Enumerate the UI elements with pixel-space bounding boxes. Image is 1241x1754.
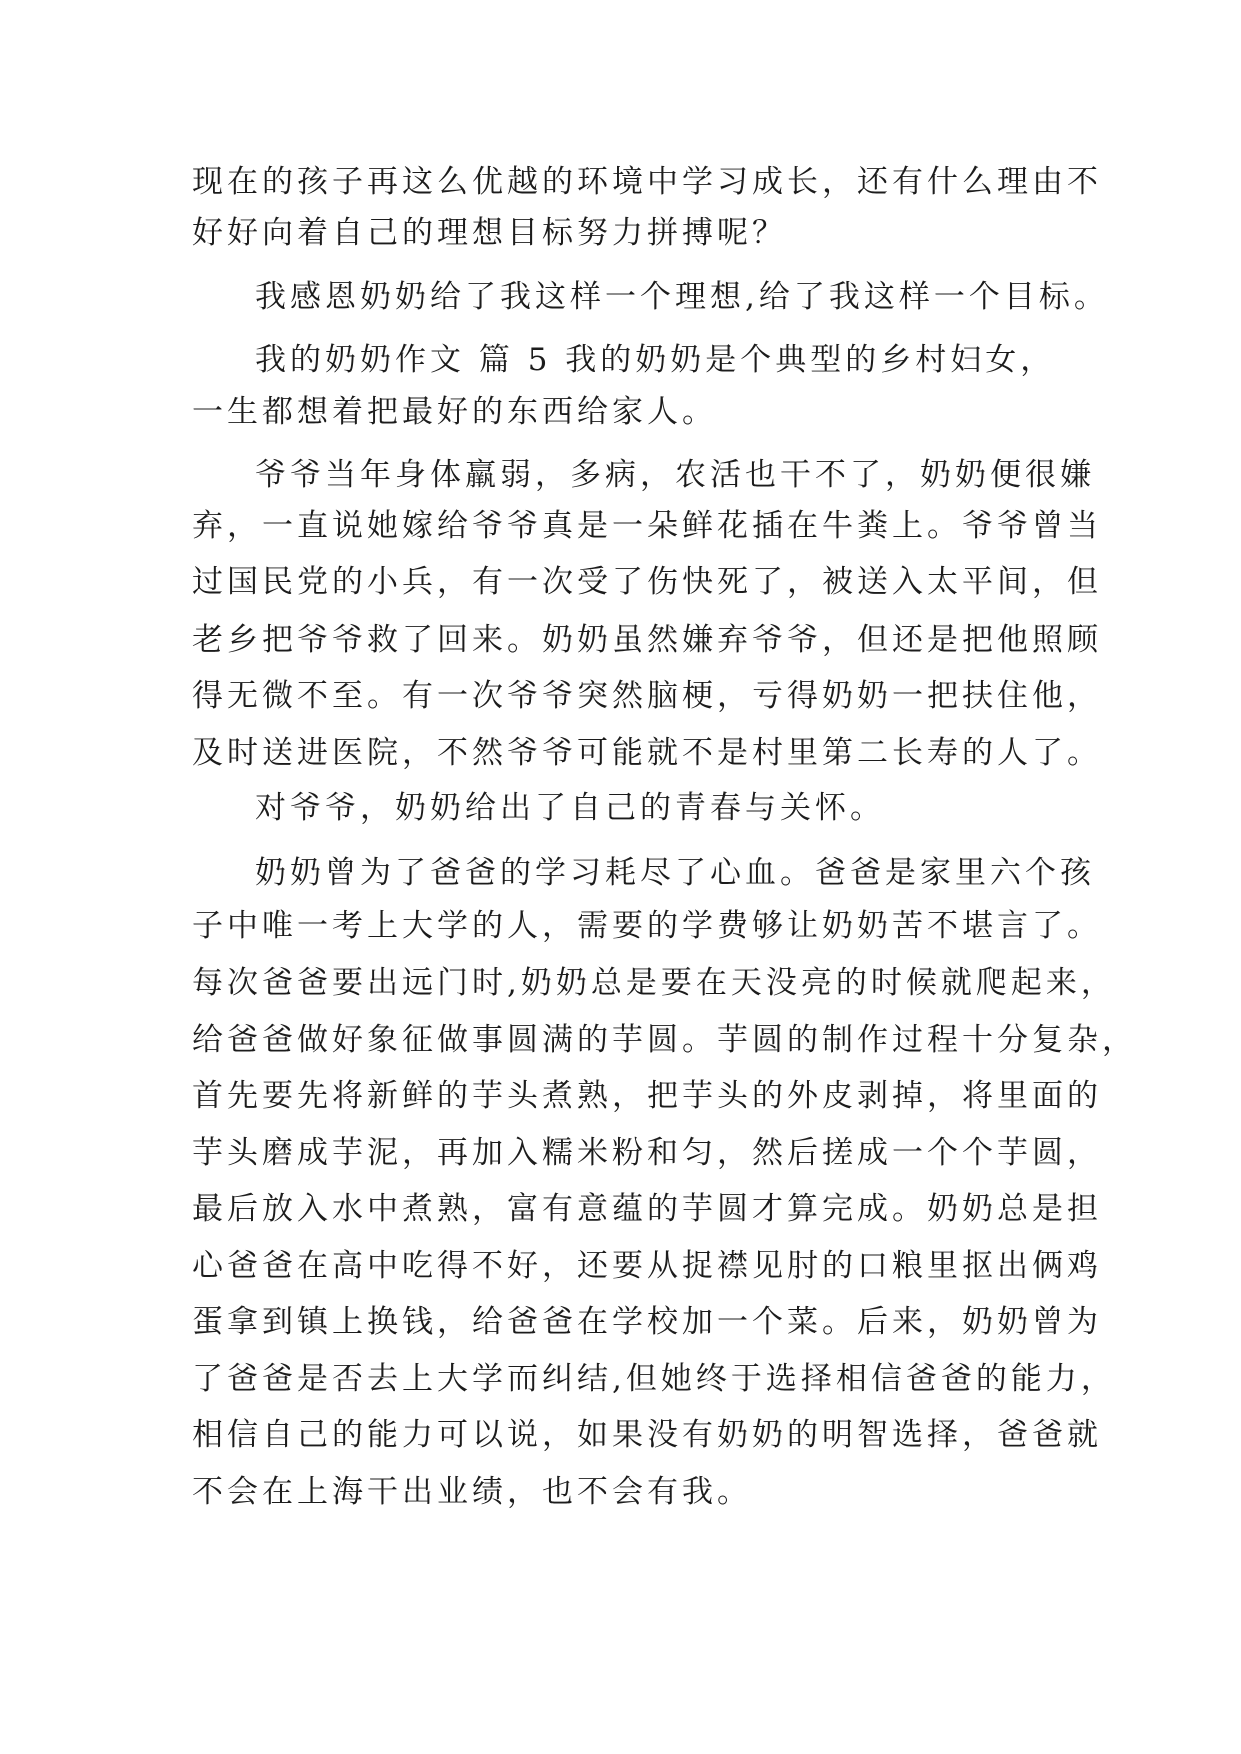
text-line: 一生都想着把最好的东西给家人。 [192, 394, 717, 430]
text-line: 我的奶奶作文 篇 5 我的奶奶是个典型的乡村妇女， [255, 342, 1056, 378]
text-line: 奶奶曾为了爸爸的学习耗尽了心血。爸爸是家里六个孩 [255, 855, 1095, 891]
text-line: 现在的孩子再这么优越的环境中学习成长，还有什么理由不 [192, 164, 1102, 200]
text-line: 心爸爸在高中吃得不好，还要从捉襟见肘的口粮里抠出俩鸡 [192, 1248, 1102, 1284]
text-line: 蛋拿到镇上换钱，给爸爸在学校加一个菜。后来，奶奶曾为 [192, 1304, 1102, 1340]
text-line: 相信自己的能力可以说，如果没有奶奶的明智选择，爸爸就 [192, 1417, 1102, 1453]
text-line: 了爸爸是否去上大学而纠结,但她终于选择相信爸爸的能力， [192, 1361, 1116, 1397]
text-line: 得无微不至。有一次爷爷突然脑梗，亏得奶奶一把扶住他， [192, 678, 1102, 714]
text-line: 给爸爸做好象征做事圆满的芋圆。芋圆的制作过程十分复杂， [192, 1022, 1137, 1058]
text-line: 好好向着自己的理想目标努力拼搏呢？ [192, 215, 787, 251]
text-line: 弃，一直说她嫁给爷爷真是一朵鲜花插在牛粪上。爷爷曾当 [192, 508, 1102, 544]
text-line: 我感恩奶奶给了我这样一个理想,给了我这样一个目标。 [255, 279, 1109, 315]
text-line: 子中唯一考上大学的人，需要的学费够让奶奶苦不堪言了。 [192, 908, 1102, 944]
text-line: 老乡把爷爷救了回来。奶奶虽然嫌弃爷爷，但还是把他照顾 [192, 622, 1102, 658]
text-line: 及时送进医院，不然爷爷可能就不是村里第二长寿的人了。 [192, 735, 1102, 771]
text-line: 最后放入水中煮熟，富有意蕴的芋圆才算完成。奶奶总是担 [192, 1191, 1102, 1227]
text-line: 每次爸爸要出远门时,奶奶总是要在天没亮的时候就爬起来， [192, 965, 1116, 1001]
text-line: 首先要先将新鲜的芋头煮熟，把芋头的外皮剥掉，将里面的 [192, 1078, 1102, 1114]
text-line: 不会在上海干出业绩，也不会有我。 [192, 1474, 752, 1510]
text-line: 爷爷当年身体羸弱，多病，农活也干不了，奶奶便很嫌 [255, 457, 1095, 493]
text-line: 芋头磨成芋泥，再加入糯米粉和匀，然后搓成一个个芋圆， [192, 1135, 1102, 1171]
text-line: 过国民党的小兵，有一次受了伤快死了，被送入太平间，但 [192, 564, 1102, 600]
text-line: 对爷爷，奶奶给出了自己的青春与关怀。 [255, 790, 885, 826]
